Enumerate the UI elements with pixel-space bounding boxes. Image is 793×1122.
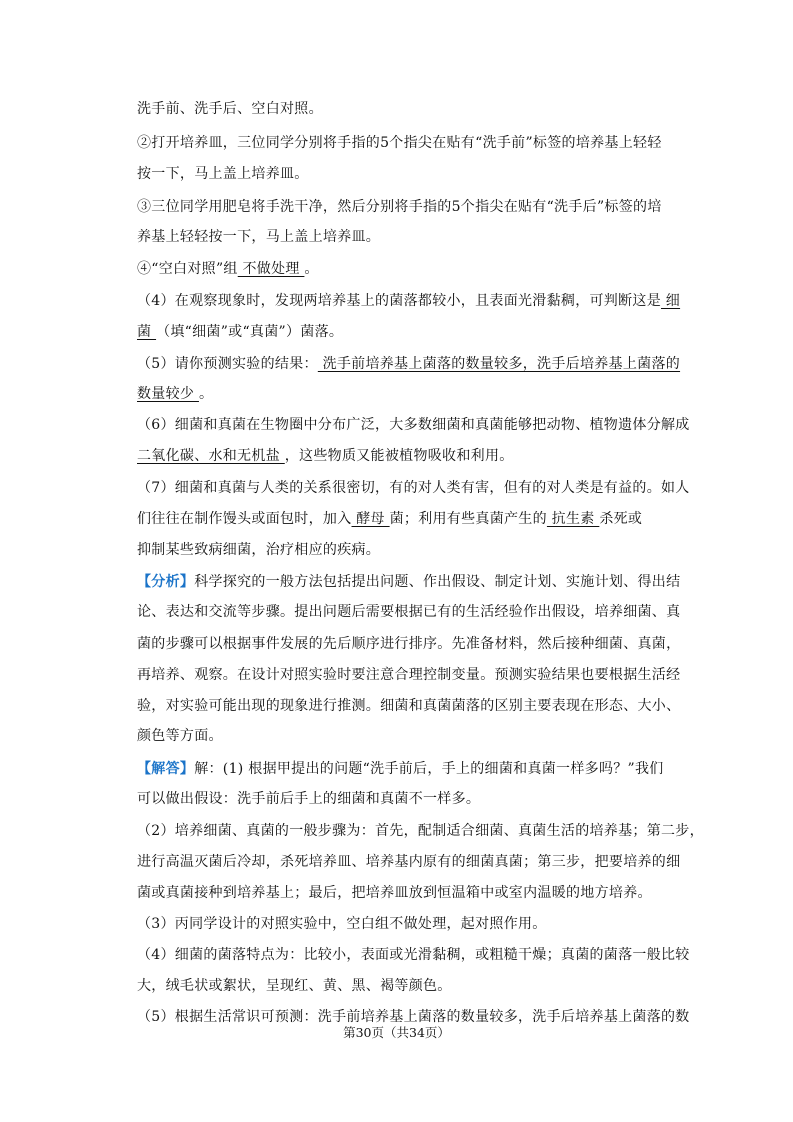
text-line: （3）丙同学设计的对照实验中，空白组不做处理，起对照作用。	[137, 916, 547, 932]
text-line: 验，对实验可能出现的现象进行推测。细菌和真菌菌落的区别主要表现在形态、大小、	[137, 698, 681, 714]
text-line: 再培养、观察。在设计对照实验时要注意合理控制变量。预测实验结果也要根据生活经	[137, 667, 681, 683]
page-footer: 第30页（共34页）	[343, 1025, 450, 1040]
answer-blank: 二氧化碳、水和无机盐	[137, 448, 285, 464]
answer-blank: 数量较少	[137, 386, 199, 402]
text-line: （4）在观察现象时，发现两培养基上的菌落都较小，且表面光滑黏稠，可判断这是 细	[137, 293, 681, 309]
text-line: 菌 （填“细菌”或“真菌”）菌落。	[137, 324, 344, 340]
text-line: 菌的步骤可以根据事件发展的先后顺序进行排序。先准备材料，然后接种细菌、真菌，	[137, 636, 681, 652]
text-line: 进行高温灭菌后冷却，杀死培养皿、培养基内原有的细菌真菌；第三步，把要培养的细	[137, 854, 681, 870]
text-line: 数量较少 。	[137, 386, 214, 402]
text-line: 可以做出假设：洗手前后手上的细菌和真菌不一样多。	[137, 791, 481, 807]
answer-blank: 菌	[137, 324, 157, 340]
text-line: （4）细菌的菌落特点为：比较小，表面或光滑黏稠，或粗糙干燥；真菌的菌落一般比较	[137, 947, 690, 963]
text-line: （5）根据生活常识可预测：洗手前培养基上菌落的数量较多，洗手后培养基上菌落的数	[137, 1009, 690, 1025]
text-line: ④“空白对照”组 不做处理 。	[137, 261, 319, 277]
text-line: 们往往在制作馒头或面包时，加入 酵母 菌；利用有些真菌产生的 抗生素 杀死或	[137, 511, 643, 527]
text-line: 颜色等方面。	[137, 728, 223, 744]
text-line: 洗手前、洗手后、空白对照。	[137, 101, 323, 117]
text-line: 养基上轻轻按一下，马上盖上培养皿。	[137, 229, 381, 245]
text-line: 论、表达和交流等步骤。提出问题后需要根据已有的生活经验作出假设，培养细菌、真	[137, 604, 681, 620]
analysis-tag: 【分析】	[137, 574, 195, 590]
text-line: 按一下，马上盖上培养皿。	[137, 166, 309, 182]
text-line: （6）细菌和真菌在生物圈中分布广泛，大多数细菌和真菌能够把动物、植物遗体分解成	[137, 417, 690, 433]
answer-blank: 抗生素	[546, 511, 600, 527]
text-line: 【分析】科学探究的一般方法包括提出问题、作出假设、制定计划、实施计划、得出结	[137, 574, 681, 590]
text-line: 大，绒毛状或絮状，呈现红、黄、黑、褐等颜色。	[137, 978, 452, 994]
answer-blank: 不做处理	[237, 261, 305, 277]
solution-tag: 【解答】	[137, 761, 195, 777]
answer-blank: 酵母	[351, 511, 390, 527]
text-line: ③三位同学用肥皂将手洗干净，然后分别将手指的5个指尖在贴有“洗手后”标签的培	[137, 199, 662, 215]
answer-blank: 细	[661, 293, 681, 309]
text-line: （2）培养细菌、真菌的一般步骤为：首先，配制适合细菌、真菌生活的培养基；第二步，	[137, 823, 704, 839]
text-line: 菌或真菌接种到培养基上；最后，把培养皿放到恒温箱中或室内温暖的地方培养。	[137, 885, 652, 901]
text-line: 抑制某些致病细菌，治疗相应的疾病。	[137, 542, 381, 558]
text-line: ②打开培养皿，三位同学分别将手指的5个指尖在贴有“洗手前”标签的培养基上轻轻	[137, 135, 662, 151]
text-line: （5）请你预测实验的结果： 洗手前培养基上菌落的数量较多，洗手后培养基上菌落的	[137, 356, 681, 372]
answer-blank: 洗手前培养基上菌落的数量较多，洗手后培养基上菌落的	[317, 356, 681, 372]
text-line: （7）细菌和真菌与人类的关系很密切，有的对人类有害，但有的对人类是有益的。如人	[137, 480, 690, 496]
text-line: 二氧化碳、水和无机盐 ，这些物质又能被植物吸收和利用。	[137, 448, 514, 464]
text-line: 【解答】解：(1) 根据甲提出的问题“洗手前后，手上的细菌和真菌一样多吗？”我们	[137, 761, 664, 777]
